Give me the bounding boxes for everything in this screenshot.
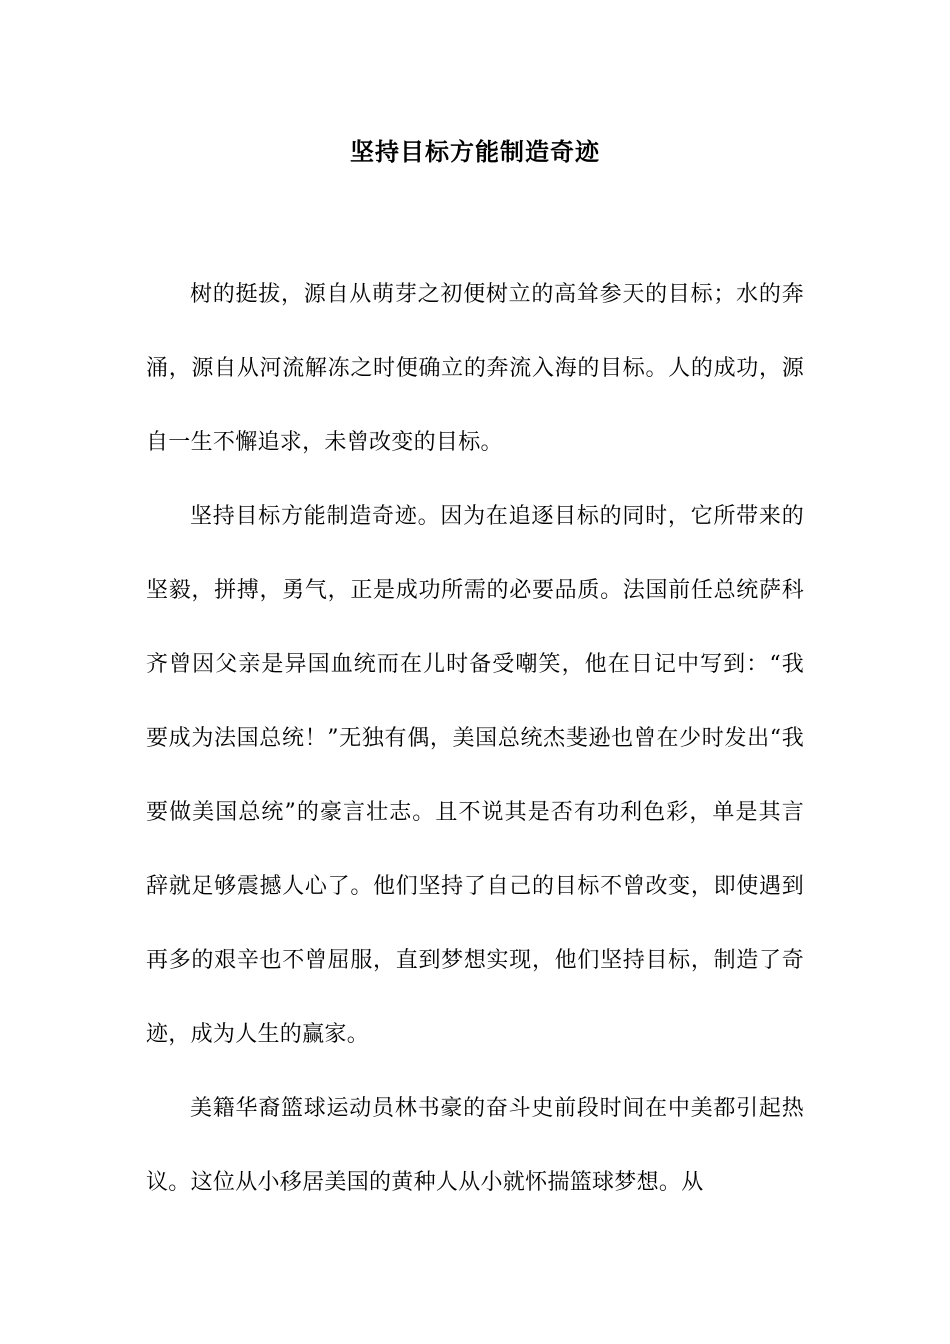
document-body bbox=[146, 258, 804, 1220]
paragraph-1: 树的挺拔，源自从萌芽之初便树立的高耸参天的目标；水的奔涌，源自从河流解冻之时便确立的奔流入海的目标。人的成功，源自一生不懈追求，未曾改变的目标。 bbox=[146, 282, 804, 455]
paragraph-3: 美籍华裔篮球运动员林书豪的奋斗史前段时间在中美都引起热议。这位从小移居美国的黄种人从小就怀揣篮球梦想。从 bbox=[146, 1096, 804, 1195]
document-title: 坚持目标方能制造奇迹 bbox=[350, 137, 600, 166]
paragraph-2: 坚持目标方能制造奇迹。因为在追逐目标的同时，它所带来的坚毅，拼搏，勇气，正是成功所需的必要品质。法国前任总统萨科齐曾因父亲是异国血统而在儿时备受嘲笑，他在日记中写到：“我要成为法国总统！”无独有偶，美国总统杰斐逊也曾在少时发出“我要做美国总统”的豪言壮志。且不说其是否有功利色彩，单是其言辞就足够震撼人心了。他们坚持了自己的目标不曾改变，即使遇到再多的艰辛也不曾屈服，直到梦想实现，他们坚持目标，制造了奇迹，成为人生的赢家。 bbox=[146, 504, 804, 1047]
